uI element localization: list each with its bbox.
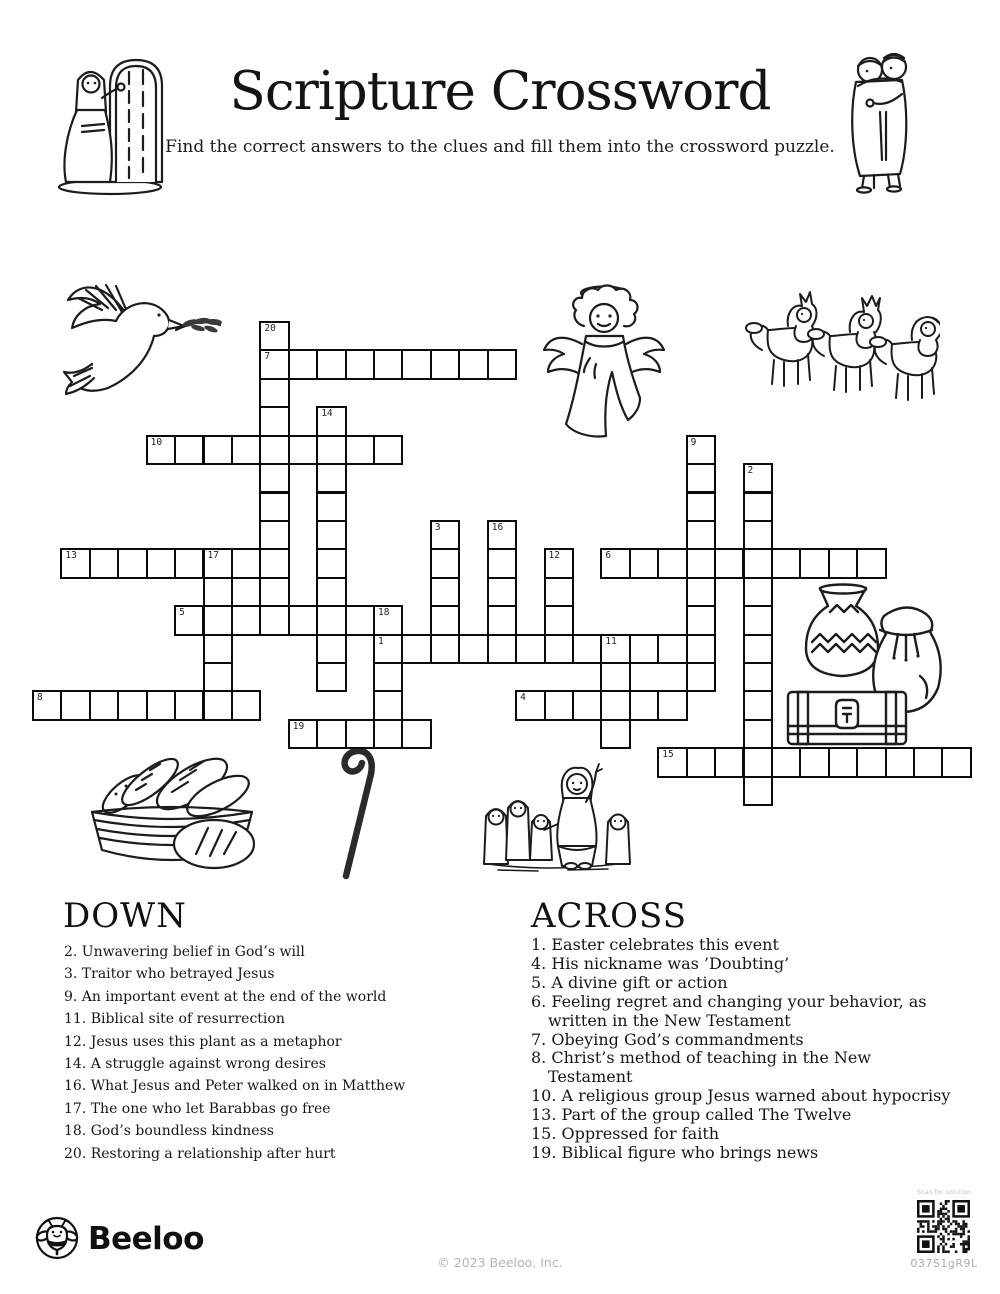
grid-cell[interactable] [345, 435, 375, 465]
clue-item: 14. A struggle against wrong desires [64, 1056, 326, 1073]
clue-item: 9. An important event at the end of the world [64, 988, 387, 1005]
grid-cell[interactable] [714, 747, 744, 777]
grid-cell[interactable] [373, 634, 403, 664]
grid-cell[interactable] [544, 634, 574, 664]
grid-cell[interactable] [686, 520, 716, 550]
grid-cell[interactable] [487, 605, 517, 635]
across-clue-list [531, 936, 991, 1163]
grid-cell[interactable] [743, 634, 773, 664]
grid-cell[interactable] [799, 747, 829, 777]
grid-cell[interactable] [885, 747, 915, 777]
grid-cell[interactable] [600, 690, 630, 720]
copyright-text: © 2023 Beeloo, Inc. [437, 1255, 563, 1270]
grid-cell[interactable] [743, 747, 773, 777]
qr-code [917, 1200, 970, 1253]
grid-cell[interactable] [743, 719, 773, 749]
crossword-grid[interactable] [32, 321, 972, 807]
grid-cell[interactable] [316, 520, 346, 550]
grid-cell[interactable] [686, 747, 716, 777]
grid-cell[interactable] [686, 548, 716, 578]
grid-cell[interactable] [174, 690, 204, 720]
grid-cell[interactable] [345, 719, 375, 749]
cell-number: 12 [548, 550, 560, 562]
grid-cell[interactable] [686, 463, 716, 493]
grid-cell[interactable] [203, 690, 233, 720]
grid-cell[interactable] [941, 747, 971, 777]
cell-number: 8 [37, 692, 43, 704]
page-subtitle: Find the correct answers to the clues and fill them into the crossword puzzle. [165, 137, 835, 157]
grid-cell[interactable] [316, 349, 346, 379]
grid-cell[interactable] [430, 634, 460, 664]
cell-number: 2 [747, 465, 754, 477]
grid-cell[interactable] [686, 492, 716, 522]
grid-cell[interactable] [458, 349, 488, 379]
grid-cell[interactable] [203, 435, 233, 465]
grid-cell[interactable] [430, 605, 460, 635]
grid-cell[interactable] [259, 349, 289, 379]
clue-item: 1. Easter celebrates this event [531, 935, 779, 954]
grid-cell[interactable] [203, 577, 233, 607]
grid-cell[interactable] [686, 605, 716, 635]
clue-item: 18. God’s boundless kindness [64, 1123, 274, 1140]
grid-cell[interactable] [487, 548, 517, 578]
grid-cell[interactable] [89, 690, 119, 720]
cell-number: 6 [605, 550, 612, 562]
cell-number: 11 [605, 635, 617, 647]
grid-cell[interactable] [856, 747, 886, 777]
grid-cell[interactable] [316, 548, 346, 578]
grid-cell[interactable] [259, 548, 289, 578]
grid-cell[interactable] [487, 520, 517, 550]
grid-cell[interactable] [743, 520, 773, 550]
grid-cell[interactable] [401, 719, 431, 749]
grid-cell[interactable] [771, 747, 801, 777]
grid-cell[interactable] [259, 463, 289, 493]
grid-cell[interactable] [316, 605, 346, 635]
grid-cell[interactable] [203, 634, 233, 664]
grid-cell[interactable] [89, 548, 119, 578]
cell-number: 1 [378, 635, 384, 647]
qr-code-id: 037S1gR9L [910, 1257, 978, 1270]
grid-cell[interactable] [600, 634, 630, 664]
grid-cell[interactable] [373, 719, 403, 749]
down-clue-list [64, 941, 504, 1165]
grid-cell[interactable] [657, 747, 687, 777]
grid-cell[interactable] [288, 349, 318, 379]
grid-cell[interactable] [686, 577, 716, 607]
grid-cell[interactable] [657, 690, 687, 720]
grid-cell[interactable] [60, 690, 90, 720]
cell-number: 5 [179, 607, 185, 619]
cell-number: 17 [207, 550, 219, 562]
grid-cell[interactable] [174, 435, 204, 465]
grid-cell[interactable] [231, 548, 261, 578]
grid-cell[interactable] [686, 634, 716, 664]
grid-cell[interactable] [373, 662, 403, 692]
clue-item: 5. A divine gift or action [531, 972, 728, 992]
grid-cell[interactable] [174, 605, 204, 635]
grid-cell[interactable] [259, 492, 289, 522]
cell-number: 19 [292, 720, 305, 732]
grid-cell[interactable] [743, 605, 773, 635]
grid-cell[interactable] [60, 548, 90, 578]
grid-cell[interactable] [629, 548, 659, 578]
clue-item: 17. The one who let Barabbas go free [64, 1100, 331, 1117]
cell-number: 14 [321, 408, 333, 420]
grid-cell[interactable] [259, 605, 289, 635]
grid-cell[interactable] [32, 690, 62, 720]
grid-cell[interactable] [316, 435, 346, 465]
grid-cell[interactable] [146, 690, 176, 720]
grid-cell[interactable] [430, 349, 460, 379]
grid-cell[interactable] [430, 577, 460, 607]
grid-cell[interactable] [686, 662, 716, 692]
grid-cell[interactable] [316, 662, 346, 692]
grid-cell[interactable] [373, 435, 403, 465]
grid-cell[interactable] [146, 548, 176, 578]
grid-cell[interactable] [544, 577, 574, 607]
grid-cell[interactable] [743, 463, 773, 493]
cell-number: 13 [65, 550, 77, 562]
clue-item: 10. A religious group Jesus warned about hypocrisy [531, 1086, 951, 1106]
cell-number: 7 [264, 351, 271, 363]
grid-cell[interactable] [259, 435, 289, 465]
grid-cell[interactable] [288, 605, 318, 635]
grid-cell[interactable] [743, 492, 773, 522]
grid-cell[interactable] [515, 634, 545, 664]
grid-cell[interactable] [686, 435, 716, 465]
grid-cell[interactable] [743, 548, 773, 578]
clue-item: 11. Biblical site of resurrection [64, 1011, 285, 1028]
grid-cell[interactable] [657, 548, 687, 578]
grid-cell[interactable] [146, 435, 176, 465]
grid-cell[interactable] [373, 690, 403, 720]
grid-cell[interactable] [430, 520, 460, 550]
grid-cell[interactable] [799, 548, 829, 578]
grid-cell[interactable] [913, 747, 943, 777]
cell-number: 10 [150, 436, 163, 448]
grid-cell[interactable] [117, 690, 147, 720]
grid-cell[interactable] [259, 321, 289, 351]
grid-cell[interactable] [515, 690, 545, 720]
down-heading: DOWN [63, 896, 187, 936]
grid-cell[interactable] [487, 349, 517, 379]
grid-cell[interactable] [231, 605, 261, 635]
grid-cell[interactable] [345, 605, 375, 635]
grid-cell[interactable] [828, 747, 858, 777]
qr-scan-label: Scan for solution [916, 1188, 972, 1196]
grid-cell[interactable] [373, 605, 403, 635]
grid-cell[interactable] [629, 634, 659, 664]
grid-cell[interactable] [316, 577, 346, 607]
grid-cell[interactable] [345, 349, 375, 379]
grid-cell[interactable] [231, 435, 261, 465]
grid-cell[interactable] [316, 463, 346, 493]
grid-cell[interactable] [600, 719, 630, 749]
grid-cell[interactable] [629, 690, 659, 720]
page-title: Scripture Crossword [229, 61, 771, 122]
clue-item: 8. Christ’s method of teaching in the New Testament [531, 1048, 872, 1087]
grid-cell[interactable] [743, 690, 773, 720]
grid-cell[interactable] [828, 548, 858, 578]
grid-cell[interactable] [174, 548, 204, 578]
across-heading: ACROSS [531, 896, 688, 936]
grid-cell[interactable] [203, 548, 233, 578]
clue-item: 4. His nickname was ’Doubting’ [531, 953, 790, 973]
grid-cell[interactable] [316, 719, 346, 749]
cell-number: 16 [491, 521, 504, 533]
grid-cell[interactable] [401, 634, 431, 664]
clue-item: 2. Unwavering belief in God’s will [64, 944, 305, 960]
clue-item: 6. Feeling regret and changing your behavior, as written in the New Testament [531, 991, 927, 1030]
clue-item: 16. What Jesus and Peter walked on in Matthew [64, 1078, 406, 1095]
grid-cell[interactable] [288, 719, 318, 749]
grid-cell[interactable] [572, 690, 602, 720]
grid-cell[interactable] [600, 662, 630, 692]
grid-cell[interactable] [743, 776, 773, 806]
grid-cell[interactable] [117, 548, 147, 578]
grid-cell[interactable] [544, 548, 574, 578]
grid-cell[interactable] [856, 548, 886, 578]
clue-item: 20. Restoring a relationship after hurt [64, 1145, 336, 1162]
grid-cell[interactable] [771, 548, 801, 578]
clue-item: 15. Oppressed for faith [531, 1124, 720, 1144]
grid-cell[interactable] [487, 634, 517, 664]
grid-cell[interactable] [316, 492, 346, 522]
cell-number: 3 [434, 521, 441, 533]
grid-cell[interactable] [714, 548, 744, 578]
grid-cell[interactable] [316, 634, 346, 664]
grid-cell[interactable] [743, 662, 773, 692]
grid-cell[interactable] [203, 662, 233, 692]
grid-cell[interactable] [657, 634, 687, 664]
beeloo-wordmark: Beeloo [88, 1221, 204, 1257]
grid-cell[interactable] [259, 406, 289, 436]
grid-cell[interactable] [600, 548, 630, 578]
cell-number: 9 [690, 436, 697, 448]
grid-cell[interactable] [458, 634, 488, 664]
grid-cell[interactable] [259, 520, 289, 550]
clue-item: 13. Part of the group called The Twelve [531, 1105, 852, 1125]
clue-item: 19. Biblical figure who brings news [531, 1142, 819, 1162]
grid-cell[interactable] [203, 605, 233, 635]
clue-item: 3. Traitor who betrayed Jesus [64, 966, 275, 983]
cell-number: 15 [662, 749, 674, 761]
grid-cell[interactable] [259, 378, 289, 408]
cell-number: 4 [520, 692, 526, 704]
grid-cell[interactable] [259, 577, 289, 607]
grid-cell[interactable] [316, 406, 346, 436]
grid-cell[interactable] [544, 605, 574, 635]
clue-item: 12. Jesus uses this plant as a metaphor [64, 1033, 342, 1050]
grid-cell[interactable] [231, 690, 261, 720]
grid-cell[interactable] [373, 349, 403, 379]
grid-cell[interactable] [430, 548, 460, 578]
grid-cell[interactable] [288, 435, 318, 465]
cell-number: 20 [264, 323, 276, 334]
grid-cell[interactable] [544, 690, 574, 720]
grid-cell[interactable] [487, 577, 517, 607]
cell-number: 18 [378, 607, 390, 619]
grid-cell[interactable] [401, 349, 431, 379]
grid-cell[interactable] [743, 577, 773, 607]
clue-item: 7. Obeying God’s commandments [531, 1029, 804, 1049]
grid-cell[interactable] [572, 634, 602, 664]
